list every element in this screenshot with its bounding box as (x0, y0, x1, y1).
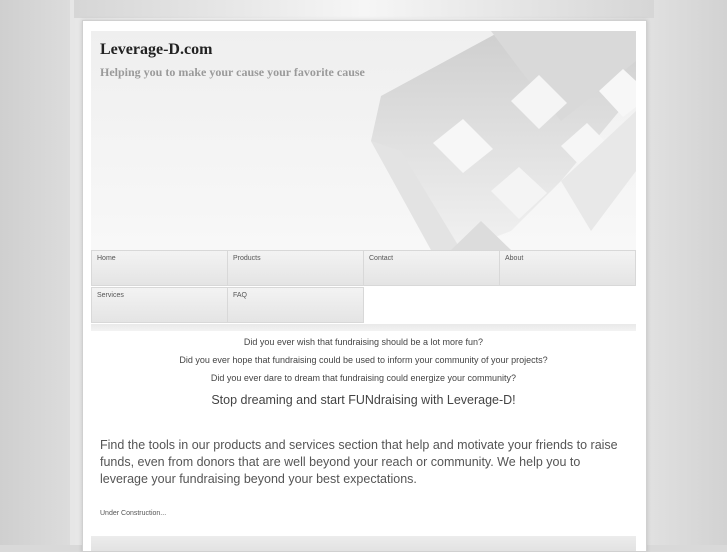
call-to-action: Stop dreaming and start FUNdraising with Leverage-D! (211, 393, 516, 407)
footer-bar (91, 536, 636, 551)
question-1: Did you ever wish that fundraising should be a lot more fun? (243, 337, 484, 347)
intro-paragraph: Find the tools in our products and services section that help and motivate your friends to raise funds, even from donors that are well beyond your reach or community. We help you to leverage your fundraising beyond your best expectations. (100, 438, 618, 486)
site-tagline: Helping you to make your cause your favorite cause (100, 65, 365, 79)
nav-item-label: Contact (369, 255, 394, 262)
nav-item-faq[interactable] (227, 287, 364, 323)
nav-item-label: Services (97, 292, 124, 299)
nav-item-services[interactable] (91, 287, 228, 323)
nav-item-contact[interactable] (363, 250, 500, 286)
nav-item-about[interactable] (499, 250, 636, 286)
nav-item-label: Home (97, 255, 116, 262)
main-navigation (91, 250, 636, 324)
nav-item-label: About (505, 255, 524, 262)
main-content (91, 331, 636, 537)
site-title: Leverage-D.com (100, 41, 213, 58)
nav-item-products[interactable] (227, 250, 364, 286)
geometric-pattern-graphic (361, 31, 636, 250)
top-strip (74, 0, 654, 18)
construction-notice: Under Construction... (100, 510, 167, 517)
question-3: Did you ever dare to dream that fundraising could energize your community? (210, 373, 517, 383)
nav-item-label: Products (233, 255, 261, 262)
page-frame (82, 20, 647, 552)
nav-item-home[interactable] (91, 250, 228, 286)
question-2: Did you ever hope that fundraising could be used to inform your community of your projects? (179, 355, 548, 365)
site-header (91, 31, 636, 250)
nav-item-label: FAQ (233, 292, 248, 299)
